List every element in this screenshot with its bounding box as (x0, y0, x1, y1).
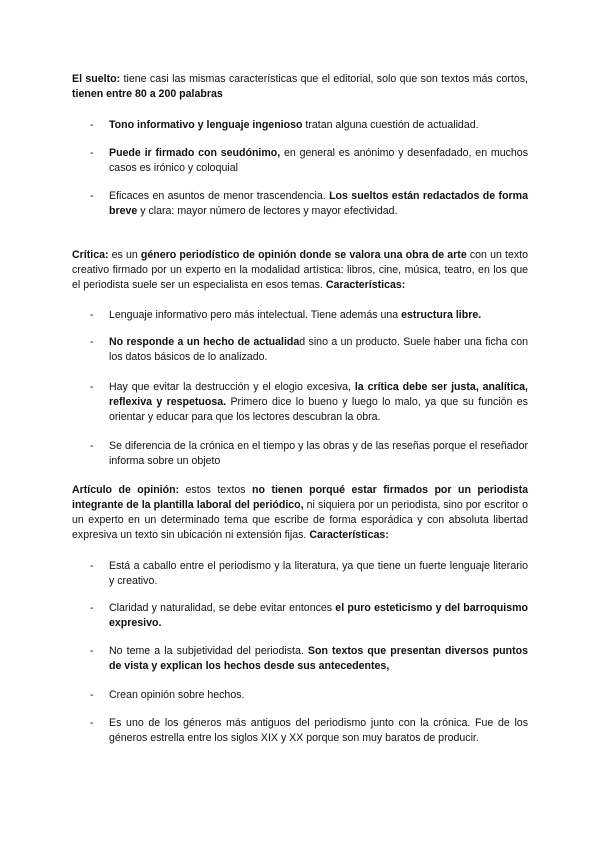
bullet-dash: - (90, 309, 94, 321)
articulo-item-text (109, 601, 528, 631)
text-run: ni siquiera por un periodista, sino por escritor o un experto en un determinado tema que escribe de forma esporádica y con absoluta libertad expresiva un texto sin ubicación ni extensión fijas. (72, 499, 528, 541)
text-run: d sino a un producto. Suele haber una ficha con los datos básicos de lo analizado. (109, 336, 529, 363)
text-run: Crean opinión sobre hechos. (109, 689, 245, 701)
bold-run: Características: (325, 279, 406, 291)
bold-run: Los sueltos están redactados de forma breve (109, 190, 528, 217)
bullet-dash: - (90, 440, 94, 452)
bullet-dash: - (90, 381, 94, 393)
text-run: Lenguaje informativo pero más intelectual. Tiene además una (109, 309, 402, 321)
bold-run: Son textos que presentan diversos puntos de vista y explican los hechos desde sus antecedentes, (109, 645, 528, 672)
text-run: y clara: mayor número de lectores y mayor efectividad. (137, 205, 398, 217)
bullet-dash: - (90, 717, 94, 729)
articulo-item-text (109, 716, 528, 746)
bold-run: estructura libre. (401, 309, 482, 321)
suelto-item-3 (72, 189, 528, 219)
bullet-dash: - (90, 119, 94, 131)
bold-run: Artículo de opinión: (72, 484, 180, 496)
suelto-item-2 (72, 146, 528, 176)
bold-run: Características: (309, 529, 389, 541)
critica-item-text (109, 380, 528, 425)
articulo-item-2 (72, 601, 528, 631)
text-run: No teme a la subjetividad del periodista. (109, 645, 308, 657)
text-run: tiene casi las mismas características que el editorial, solo que son textos más cortos, (120, 73, 528, 85)
articulo-item-text (109, 688, 528, 703)
bullet-dash: - (90, 689, 94, 701)
bold-run: Tono informativo y lenguaje ingenioso (109, 119, 303, 131)
articulo-item-3 (72, 644, 528, 674)
text-run: tratan alguna cuestión de actualidad. (302, 119, 479, 131)
bold-run: Puede ir firmado con seudónimo, (109, 147, 281, 159)
bold-run: género periodístico de opinión donde se valora una obra de arte (140, 249, 467, 261)
critica-item-2 (72, 335, 528, 365)
articulo-item-text (109, 559, 528, 589)
critica-item-text (109, 439, 528, 469)
bullet-dash: - (90, 336, 94, 348)
text-run: estos textos (179, 484, 253, 496)
bold-run: no tienen porqué estar firmados por un periodista integrante de la plantilla laboral del periódico, (72, 484, 528, 511)
text-run: con un texto creativo firmado por un experto en la modalidad artística: libros, cine, música, teatro, en los que el periodista suele ser un especialista en esos temas. (72, 249, 528, 291)
suelto-item-1 (72, 118, 528, 133)
suelto-item-text (109, 189, 528, 219)
bold-run: No responde a un hecho de actualida (109, 336, 300, 348)
bold-run: tienen entre 80 a 200 palabras (72, 88, 223, 100)
bullet-dash: - (90, 560, 94, 572)
bullet-dash: - (90, 147, 94, 159)
suelto-intro (72, 72, 528, 102)
text-run: Primero dice lo bueno y luego lo malo, ya que su función es orientar y educar para que los lectores descubran la obra. (109, 396, 528, 423)
bullet-dash: - (90, 645, 94, 657)
text-run: Eficaces en asuntos de menor trascendencia. (109, 190, 330, 202)
text-run: Es uno de los géneros más antiguos del periodismo junto con la crónica. Fue de los géneros estrella entre los siglos XIX y XX porque son muy baratos de producir. (109, 717, 528, 744)
articulo-item-5 (72, 716, 528, 746)
suelto-item-text (109, 118, 528, 133)
articulo-intro (72, 483, 528, 543)
bold-run: el puro esteticismo y del barroquismo expresivo. (109, 602, 528, 629)
bullet-dash: - (90, 190, 94, 202)
text-run: es un (108, 249, 141, 261)
bold-run: Crítica: (72, 249, 109, 261)
critica-intro (72, 248, 528, 293)
bold-run: El suelto: (72, 73, 121, 85)
critica-item-text (109, 308, 528, 323)
critica-item-text (109, 335, 528, 365)
critica-item-1 (72, 308, 528, 323)
text-run: Claridad y naturalidad, se debe evitar entonces (109, 602, 336, 614)
bullet-dash: - (90, 602, 94, 614)
critica-item-3 (72, 380, 528, 425)
text-run: Está a caballo entre el periodismo y la literatura, ya que tiene un fuerte lenguaje literario y creativo. (109, 560, 528, 587)
text-run: Hay que evitar la destrucción y el elogio excesiva, (109, 381, 355, 393)
critica-item-4 (72, 439, 528, 469)
text-run: en general es anónimo y desenfadado, en muchos casos es irónico y coloquial (109, 147, 528, 174)
text-run: Se diferencia de la crónica en el tiempo y las obras y de las reseñas porque el reseñador informa sobre un objeto (109, 440, 528, 467)
articulo-item-text (109, 644, 528, 674)
articulo-item-1 (72, 559, 528, 589)
bold-run: la crítica debe ser justa, analítica, reflexiva y respetuosa. (109, 381, 528, 408)
articulo-item-4 (72, 688, 528, 703)
suelto-item-text (109, 146, 528, 176)
